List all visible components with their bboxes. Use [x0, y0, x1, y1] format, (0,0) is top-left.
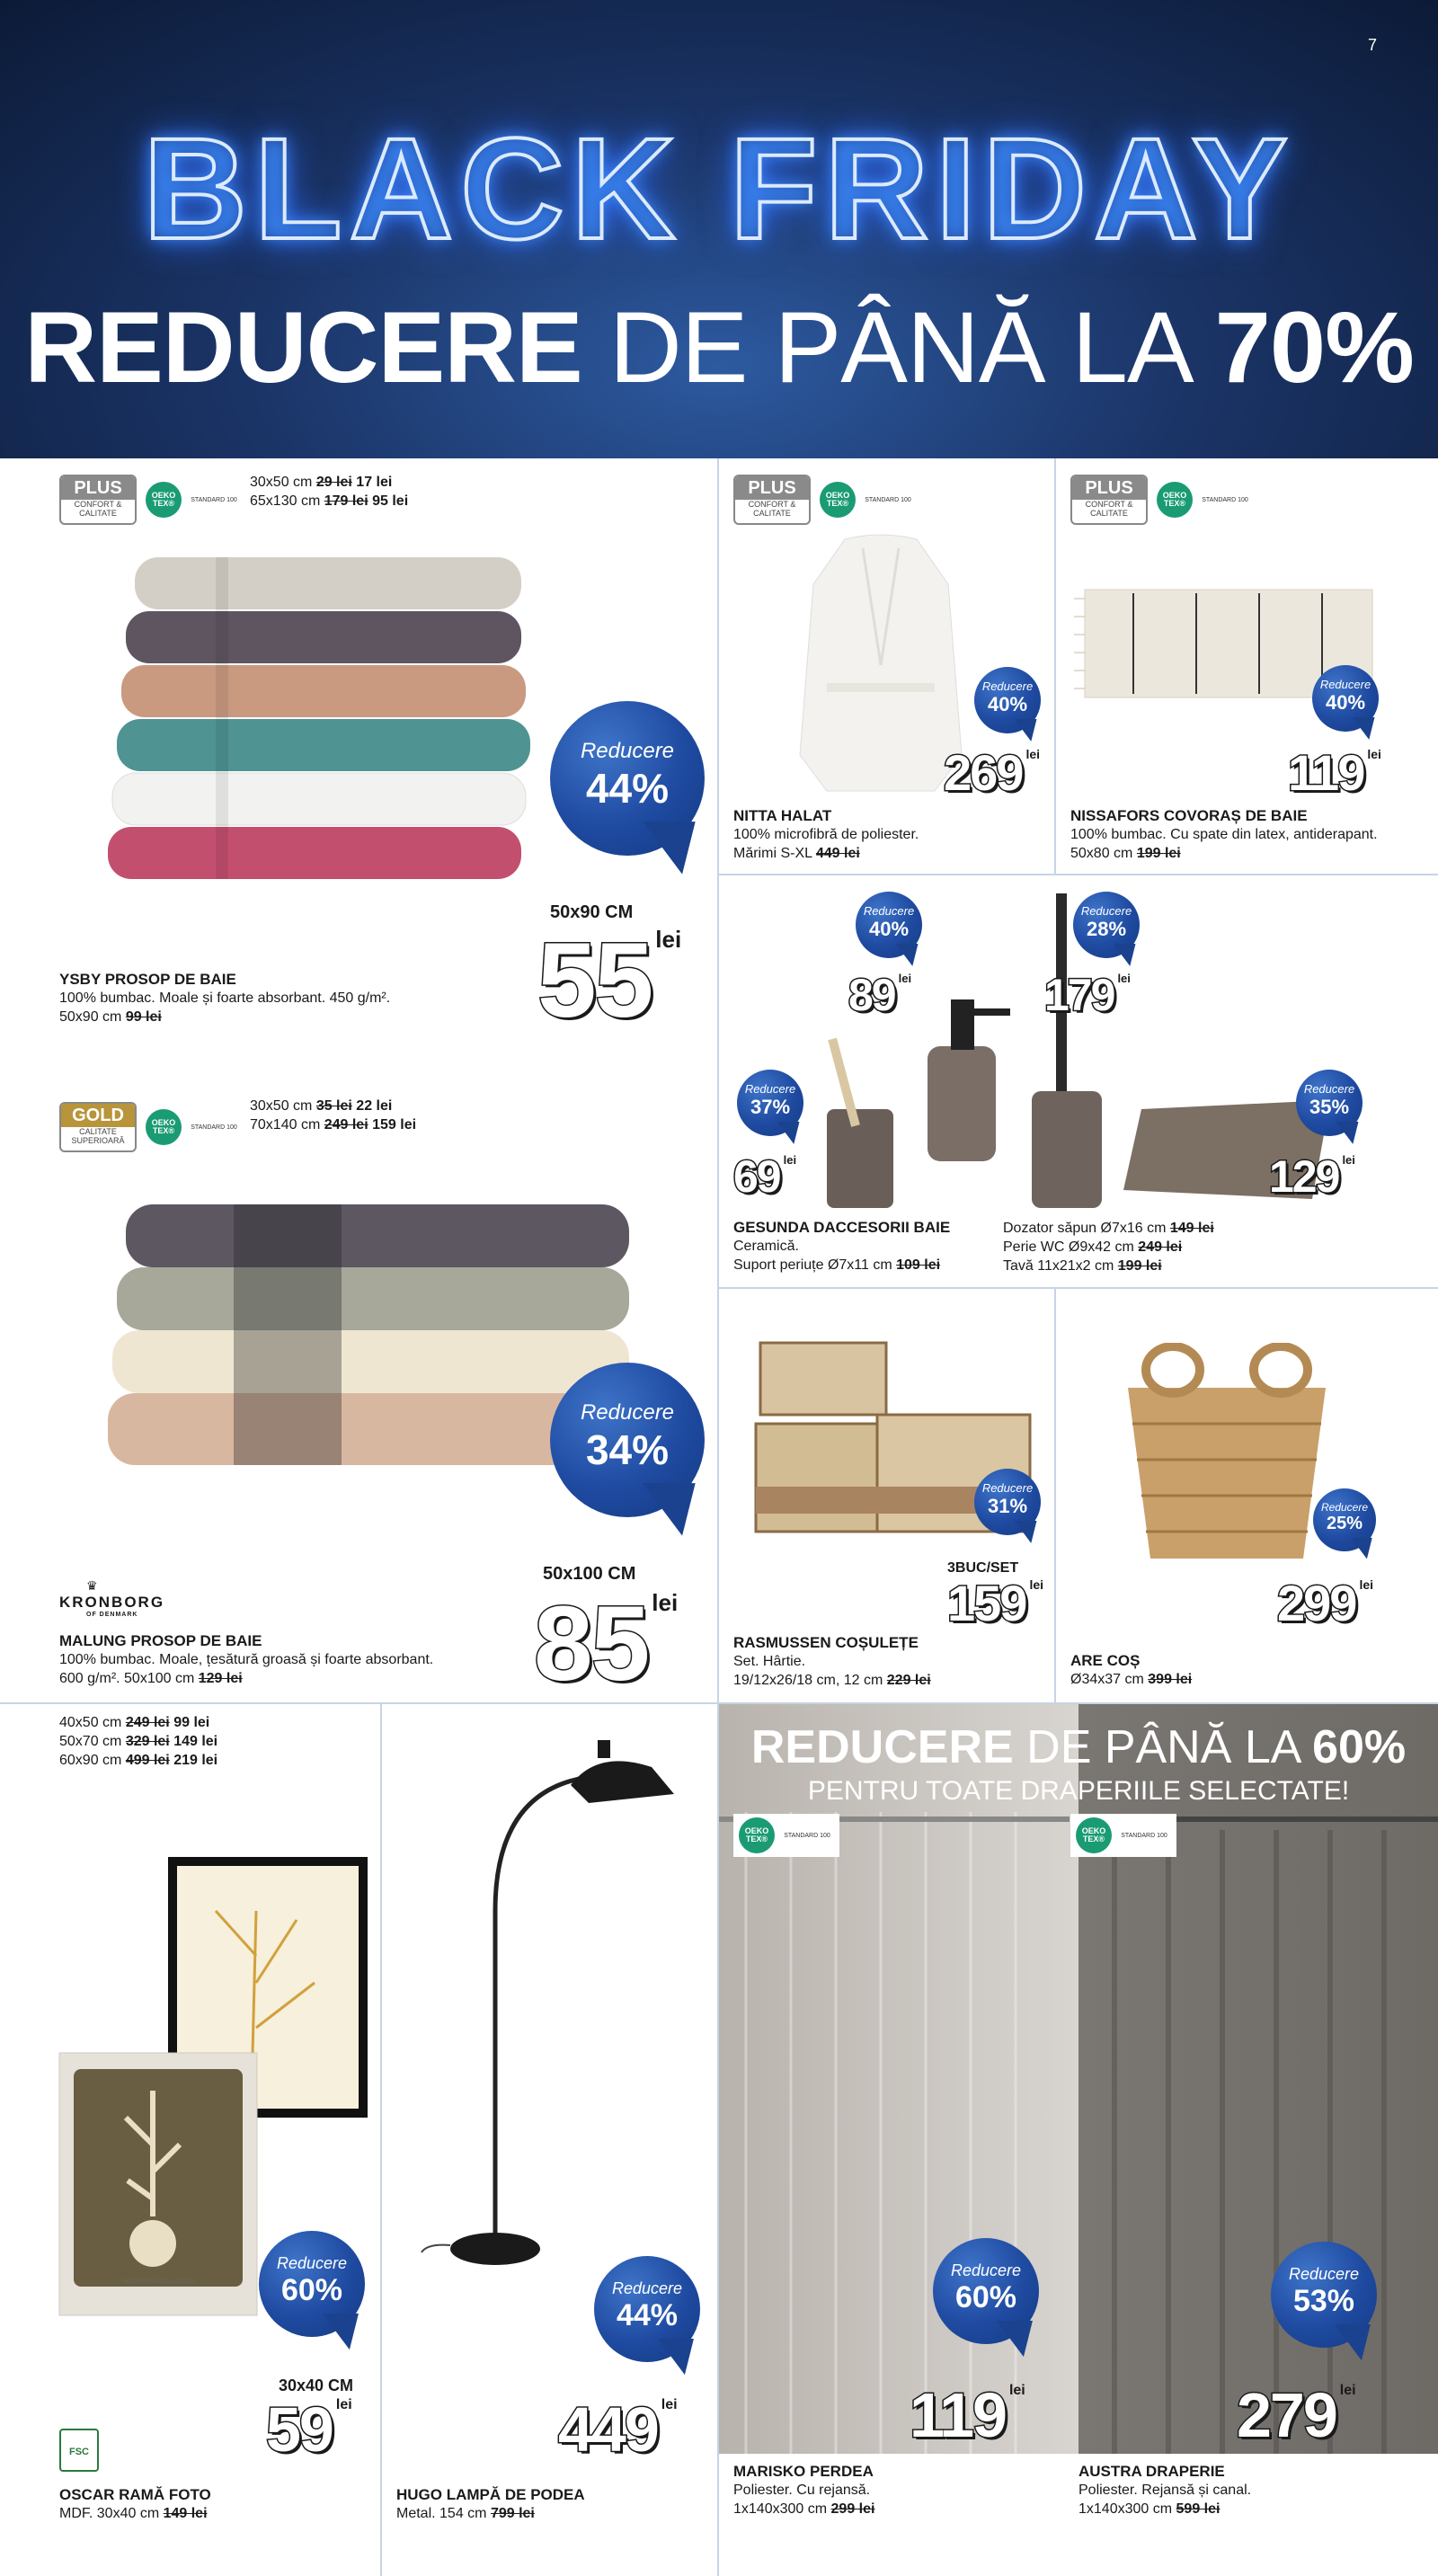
price-wc-brush: 179 $^{lei}$	[1044, 970, 1131, 1020]
product-malung[interactable]	[0, 1070, 719, 1704]
product-hugo[interactable]	[382, 1704, 719, 2576]
product-marisko[interactable]	[719, 2454, 1078, 2576]
nissafors-info: NISSAFORS COVORAȘ DE BAIE 100% bumbac. Cu spate din latex, antiderapant. 50x80 cm 199 lei	[1070, 807, 1378, 861]
discount-badge: Reducere 35%	[1296, 1070, 1363, 1136]
rasmussen-info: RASMUSSEN COȘULEȚE Set. Hârtie. 19/12x26/18 cm, 12 cm 229 lei	[733, 1634, 931, 1688]
marisko-info: MARISKO PERDEA Poliester. Cu rejansă. 1x140x300 cm 299 lei	[733, 2463, 875, 2517]
price: 59 $^{lei}$	[266, 2394, 352, 2465]
price: 119 $^{lei}$	[1288, 744, 1381, 801]
price: 55 $^{lei}$	[537, 921, 682, 1040]
gesunda-info: GESUNDA DACCESORII BAIE Ceramică. Suport periuțe Ø7x11 cm 109 lei	[733, 1219, 951, 1273]
floor-lamp-image	[418, 1731, 706, 2270]
product-gesunda[interactable]	[719, 875, 1438, 1289]
discount-badge: Reducere 25%	[1313, 1488, 1376, 1551]
product-ysby[interactable]	[0, 458, 719, 1070]
frame-caption: THE PRINTING COLLECTION	[120, 2279, 196, 2285]
discount-badge: Reducere 60%	[259, 2231, 365, 2337]
curtains-banner: REDUCERE DE PÂNĂ LA 60% PENTRU TOATE DRAPERIILE SELECTATE!	[750, 1721, 1407, 1806]
discount-badge: Reducere 31%	[974, 1469, 1041, 1535]
gesunda-prices-list: Dozator săpun Ø7x16 cm 149 lei Perie WC Ø9x42 cm 249 lei Tavă 11x21x2 cm 199 lei	[1003, 1221, 1214, 1274]
oeko-tex-icon: OEKO TEX® STANDARD 100	[146, 1109, 241, 1145]
kronborg-logo: ♛ KRONBORG OF DENMARK	[59, 1578, 165, 1618]
oeko-tex-icon: OEKO TEX® STANDARD 100	[820, 482, 915, 518]
oeko-tex-icon: OEKO TEX® STANDARD 100	[1157, 482, 1252, 518]
size-label: 50x90 CM	[550, 902, 634, 922]
product-nissafors[interactable]	[1056, 458, 1438, 875]
plus-logo: PLUS CONFORT & CALITATE OEKO TEX® STANDARD 100	[733, 475, 915, 525]
price-tray: 129 $^{lei}$	[1269, 1151, 1355, 1202]
price: 269 $^{lei}$	[944, 744, 1041, 801]
malung-info: MALUNG PROSOP DE BAIE 100% bumbac. Moale, țesătură groasă și foarte absorbant. 600 g/m². 50x100 cm 129 lei	[59, 1632, 434, 1686]
austra-info: AUSTRA DRAPERIE Poliester. Rejansă și canal. 1x140x300 cm 599 lei	[1078, 2463, 1252, 2517]
discount-badge: Reducere 44%	[594, 2256, 700, 2362]
page-number: 7	[1367, 36, 1377, 54]
discount-badge: Reducere 53%	[1271, 2242, 1377, 2348]
black-friday-title: BLACK FRIDAY	[143, 108, 1295, 269]
basket-image	[1110, 1343, 1344, 1568]
discount-badge: Reducere 34%	[550, 1363, 705, 1517]
gold-logo: GOLD CALITATE SUPERIOARĂ OEKO TEX® STANDARD 100	[59, 1102, 241, 1152]
discount-badge: Reducere 40%	[974, 667, 1041, 733]
fsc-icon: FSC	[59, 2429, 99, 2472]
product-rasmussen[interactable]	[719, 1289, 1056, 1704]
product-oscar[interactable]	[0, 1704, 382, 2576]
ysby-info: YSBY PROSOP DE BAIE 100% bumbac. Moale și foarte absorbant. 450 g/m². 50x90 cm 99 lei	[59, 971, 391, 1025]
malung-variants: 30x50 cm 35 lei 22 lei 70x140 cm 249 lei 159 lei	[250, 1098, 417, 1133]
size-label: 3BUC/SET	[947, 1560, 1019, 1576]
product-are[interactable]	[1056, 1289, 1438, 1704]
size-label: 50x100 CM	[543, 1564, 636, 1584]
price-marisko: 119 $^{lei}$	[910, 2380, 1025, 2450]
price: 159 $^{lei}$	[947, 1575, 1044, 1631]
towel-stack-image	[99, 539, 566, 926]
product-austra[interactable]	[1078, 2454, 1438, 2576]
price: 85 $^{lei}$	[534, 1585, 679, 1703]
oscar-variants: 40x50 cm 249 lei 99 lei 50x70 cm 329 lei 149 lei 60x90 cm 499 lei 219 lei	[59, 1715, 218, 1768]
oscar-info: OSCAR RAMĂ FOTO MDF. 30x40 cm 149 lei	[59, 2486, 211, 2521]
discount-badge: Reducere 37%	[737, 1070, 803, 1136]
nitta-info: NITTA HALAT 100% microfibră de poliester. Mărimi S-XL 449 lei	[733, 807, 919, 861]
discount-badge: Reducere 40%	[856, 892, 922, 958]
header-discount-line: REDUCERE DE PÂNĂ LA 70%	[24, 291, 1414, 404]
plus-logo: PLUS CONFORT & CALITATE OEKO TEX® STANDARD 100	[1070, 475, 1252, 525]
oeko-tex-icon: OEKO TEX® STANDARD 100	[733, 1814, 839, 1857]
price-toothbrush-holder: 69 $^{lei}$	[733, 1151, 797, 1202]
hugo-info: HUGO LAMPĂ DE PODEA Metal. 154 cm 799 lei	[396, 2486, 585, 2521]
are-info: ARE COȘ Ø34x37 cm 399 lei	[1070, 1652, 1193, 1687]
price: 299 $^{lei}$	[1277, 1575, 1374, 1631]
ysby-variants: 30x50 cm 29 lei 17 lei 65x130 cm 179 lei 95 lei	[250, 475, 409, 509]
size-label: 30x40 CM	[279, 2376, 354, 2394]
discount-badge: Reducere 28%	[1073, 892, 1140, 958]
plus-logo: PLUS CONFORT & CALITATE OEKO TEX® STANDARD 100	[59, 475, 241, 525]
discount-badge: Reducere 40%	[1312, 665, 1379, 732]
oeko-tex-icon: OEKO TEX® STANDARD 100	[146, 482, 241, 518]
black-friday-header	[0, 0, 1438, 458]
price-austra: 279 $^{lei}$	[1237, 2380, 1356, 2450]
discount-badge: Reducere 44%	[550, 701, 705, 856]
price-dispenser: 89 $^{lei}$	[848, 970, 912, 1020]
discount-badge: Reducere 60%	[933, 2238, 1039, 2344]
price: 449 $^{lei}$	[558, 2394, 678, 2465]
product-nitta[interactable]	[719, 458, 1056, 875]
oeko-tex-icon: OEKO TEX® STANDARD 100	[1070, 1814, 1176, 1857]
